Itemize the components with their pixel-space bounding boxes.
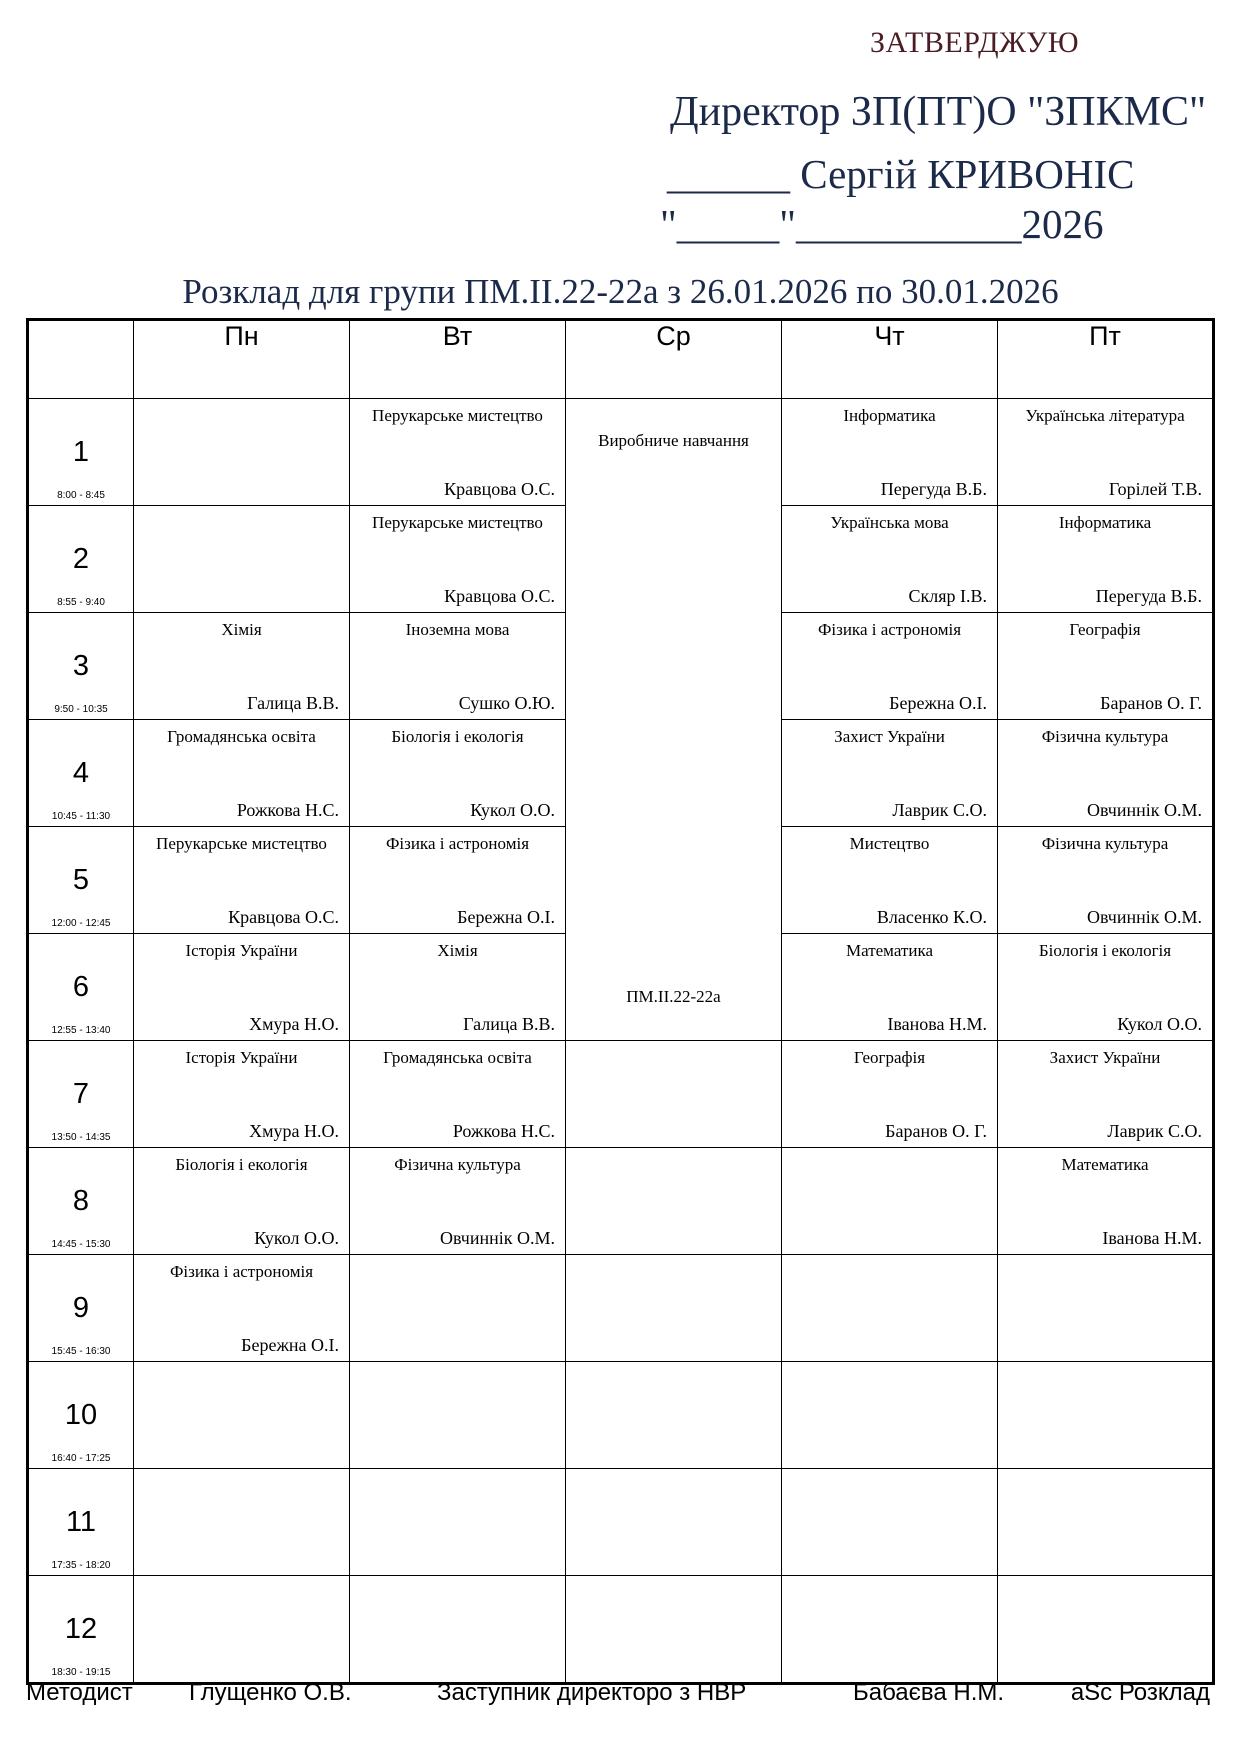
practice-subject: Виробниче навчання — [598, 431, 749, 450]
day-header-fri: Пт — [998, 320, 1214, 399]
software-credit: aSc Розклад — [1070, 1679, 1210, 1706]
slot-number: 11 — [65, 1506, 97, 1538]
lesson-cell — [782, 720, 998, 827]
lesson-cell — [350, 399, 566, 506]
slot-time: 14:45 - 15:30 — [51, 1239, 111, 1250]
lesson-teacher: Кравцова О.С. — [444, 479, 555, 499]
lesson-teacher: Рожкова Н.С. — [452, 1121, 555, 1141]
slot-cell — [28, 399, 134, 506]
lesson-teacher: Овчиннік О.М. — [1086, 800, 1202, 820]
lesson-cell-empty — [998, 1576, 1214, 1684]
slot-time: 13:50 - 14:35 — [51, 1132, 111, 1143]
slot-cell — [28, 1469, 134, 1576]
slot-time: 9:50 - 10:35 — [54, 704, 108, 715]
deputy-name: Бабаєва Н.М. — [853, 1679, 1005, 1706]
slot-time: 17:35 - 18:20 — [51, 1560, 111, 1571]
lesson-cell — [350, 827, 566, 934]
lesson-cell — [998, 720, 1214, 827]
slot-number: 12 — [64, 1613, 98, 1645]
lesson-teacher: Хмура Н.О. — [249, 1014, 339, 1034]
lesson-teacher: Кравцова О.С. — [228, 907, 339, 927]
lesson-row — [28, 399, 1214, 506]
slot-cell — [28, 1255, 134, 1362]
lesson-teacher: Баранов О. Г. — [885, 1121, 987, 1141]
lesson-teacher: Галица В.В. — [247, 693, 339, 713]
lesson-row — [28, 1469, 1214, 1576]
lesson-subject: Іноземна мова — [405, 620, 510, 639]
lesson-cell-empty — [134, 1469, 350, 1576]
lesson-cell — [998, 506, 1214, 613]
lesson-cell — [782, 506, 998, 613]
lesson-cell-empty — [782, 1576, 998, 1684]
lesson-subject: Біологія і екологія — [1038, 941, 1172, 960]
lesson-cell — [998, 399, 1214, 506]
lesson-subject: Фізика і астрономія — [817, 620, 962, 639]
lesson-subject: Мистецтво — [849, 834, 930, 853]
lesson-cell — [782, 613, 998, 720]
schedule-title: Розклад для групи ПМ.ІІ.22-22а з 26.01.2026 по 30.01.2026 — [182, 272, 1059, 311]
lesson-cell — [350, 934, 566, 1041]
lesson-cell-empty — [998, 1255, 1214, 1362]
lesson-teacher: Хмура Н.О. — [249, 1121, 339, 1141]
lesson-subject: Інформатика — [843, 406, 936, 425]
practice-group: ПМ.ІІ.22-22а — [626, 987, 721, 1006]
slot-cell — [28, 1362, 134, 1469]
lesson-cell-empty — [134, 399, 350, 506]
lesson-cell-empty — [782, 1255, 998, 1362]
lesson-teacher: Іванова Н.М. — [1102, 1228, 1202, 1248]
lesson-teacher: Перегуда В.Б. — [880, 479, 987, 499]
lesson-cell-empty — [350, 1255, 566, 1362]
lesson-teacher: Бережна О.І. — [889, 693, 987, 713]
lesson-row — [28, 1576, 1214, 1684]
slot-time: 15:45 - 16:30 — [51, 1346, 111, 1357]
slot-cell — [28, 506, 134, 613]
lesson-teacher: Лаврик С.О. — [1107, 1121, 1202, 1141]
lesson-subject: Фізична культура — [1041, 834, 1169, 853]
lesson-cell — [134, 934, 350, 1041]
lesson-subject: Українська література — [1025, 406, 1185, 425]
lesson-teacher: Овчиннік О.М. — [439, 1228, 555, 1248]
lesson-teacher: Бережна О.І. — [457, 907, 555, 927]
slot-time: 10:45 - 11:30 — [51, 811, 111, 822]
lesson-subject: Історія України — [185, 1048, 298, 1067]
lesson-cell — [350, 613, 566, 720]
lesson-cell-empty — [566, 1041, 782, 1148]
lesson-subject: Перукарське мистецтво — [372, 406, 543, 425]
lesson-row — [28, 1148, 1214, 1255]
slot-cell — [28, 827, 134, 934]
lesson-subject: Фізична культура — [1041, 727, 1169, 746]
lesson-cell — [782, 1041, 998, 1148]
approval-heading: ЗАТВЕРДЖУЮ — [870, 26, 1080, 59]
slot-time: 8:00 - 8:45 — [57, 490, 105, 501]
slot-number: 5 — [72, 864, 90, 896]
footer — [26, 1679, 1212, 1709]
lesson-cell — [782, 934, 998, 1041]
lesson-subject: Математика — [1061, 1155, 1149, 1174]
lesson-teacher: Овчиннік О.М. — [1086, 907, 1202, 927]
lesson-teacher: Іванова Н.М. — [887, 1014, 987, 1034]
slot-number: 4 — [72, 757, 90, 789]
lesson-teacher: Кукол О.О. — [254, 1228, 339, 1248]
slot-cell — [28, 1041, 134, 1148]
lesson-cell-empty — [782, 1469, 998, 1576]
lesson-teacher: Баранов О. Г. — [1100, 693, 1202, 713]
lesson-teacher: Лаврик С.О. — [892, 800, 987, 820]
lesson-subject: Інформатика — [1058, 513, 1152, 532]
day-header-row — [28, 320, 1214, 399]
lesson-cell-empty — [782, 1148, 998, 1255]
lesson-cell — [782, 827, 998, 934]
lesson-cell-empty — [350, 1576, 566, 1684]
lesson-cell — [134, 827, 350, 934]
slot-time: 18:30 - 19:15 — [51, 1667, 111, 1678]
lesson-cell-empty — [566, 1362, 782, 1469]
lesson-subject: Захист України — [1049, 1048, 1161, 1067]
lesson-cell — [134, 720, 350, 827]
lesson-subject: Біологія і екологія — [391, 727, 524, 746]
lesson-cell-empty — [998, 1469, 1214, 1576]
lesson-teacher: Рожкова Н.С. — [236, 800, 339, 820]
lesson-cell — [782, 399, 998, 506]
lesson-teacher: Скляр І.В. — [908, 586, 987, 606]
lesson-teacher: Горілей Т.В. — [1108, 479, 1202, 499]
schedule-table — [26, 318, 1215, 1685]
lesson-cell-empty — [350, 1362, 566, 1469]
lesson-row — [28, 1041, 1214, 1148]
lesson-cell — [998, 1148, 1214, 1255]
slot-cell — [28, 934, 134, 1041]
corner-cell — [28, 320, 134, 399]
lesson-cell — [998, 827, 1214, 934]
slot-time: 12:55 - 13:40 — [51, 1025, 111, 1036]
lesson-cell-empty — [566, 1255, 782, 1362]
lesson-subject: Громадянська освіта — [383, 1048, 532, 1067]
slot-cell — [28, 1576, 134, 1684]
slot-number: 1 — [72, 436, 90, 468]
slot-time: 8:55 - 9:40 — [57, 597, 105, 608]
lesson-subject: Математика — [845, 941, 934, 960]
lesson-cell-empty — [566, 1576, 782, 1684]
lesson-subject: Перукарське мистецтво — [156, 834, 327, 853]
lesson-cell — [350, 720, 566, 827]
lesson-teacher: Кукол О.О. — [1117, 1014, 1202, 1034]
slot-cell — [28, 613, 134, 720]
lesson-subject: Хімія — [221, 620, 262, 639]
slot-cell — [28, 720, 134, 827]
lesson-subject: Перукарське мистецтво — [372, 513, 543, 532]
practice-block — [566, 399, 782, 1041]
lesson-row — [28, 1255, 1214, 1362]
day-header-thu: Чт — [782, 320, 998, 399]
lesson-cell-empty — [566, 1469, 782, 1576]
slot-number: 2 — [72, 543, 90, 575]
lesson-cell — [134, 1255, 350, 1362]
approval-date-line: "_____"___________2026 — [660, 201, 1104, 247]
lesson-cell-empty — [134, 1576, 350, 1684]
day-header-wed: Ср — [566, 320, 782, 399]
slot-number: 9 — [72, 1292, 90, 1324]
lesson-subject: Фізика і астрономія — [385, 834, 530, 853]
methodist-name: Глущенко О.В. — [189, 1679, 352, 1706]
lesson-row — [28, 1362, 1214, 1469]
slot-time: 16:40 - 17:25 — [51, 1453, 111, 1464]
slot-cell — [28, 1148, 134, 1255]
lesson-cell — [350, 1041, 566, 1148]
slot-number: 7 — [72, 1078, 90, 1110]
lesson-cell-empty — [134, 506, 350, 613]
lesson-subject: Фізична культура — [394, 1155, 521, 1174]
director-signature-line: ______ Сергій КРИВОНІС — [667, 151, 1135, 197]
lesson-subject: Захист України — [834, 727, 945, 746]
day-header-tue: Вт — [350, 320, 566, 399]
lesson-subject: Громадянська освіта — [167, 727, 316, 746]
lesson-subject: Географія — [1069, 620, 1141, 639]
slot-number: 10 — [64, 1399, 98, 1431]
lesson-cell — [350, 1148, 566, 1255]
day-header-mon: Пн — [134, 320, 350, 399]
lesson-cell — [998, 613, 1214, 720]
lesson-teacher: Перегуда В.Б. — [1095, 586, 1202, 606]
slot-number: 6 — [72, 971, 90, 1003]
lesson-cell — [998, 934, 1214, 1041]
slot-number: 8 — [72, 1185, 90, 1217]
lesson-cell — [134, 613, 350, 720]
lesson-teacher: Кравцова О.С. — [444, 586, 555, 606]
director-title: Директор ЗП(ПТ)О "ЗПКМС" — [670, 89, 1207, 135]
lesson-cell — [350, 506, 566, 613]
lesson-cell-empty — [350, 1469, 566, 1576]
lesson-teacher: Галица В.В. — [463, 1014, 555, 1034]
lesson-teacher: Власенко К.О. — [876, 907, 987, 927]
lesson-cell-empty — [998, 1362, 1214, 1469]
lesson-subject: Фізика і астрономія — [169, 1262, 314, 1281]
lesson-teacher: Бережна О.І. — [241, 1335, 339, 1355]
slot-number: 3 — [72, 650, 90, 682]
lesson-subject: Географія — [853, 1048, 926, 1067]
lesson-cell-empty — [566, 1148, 782, 1255]
lesson-teacher: Кукол О.О. — [470, 800, 555, 820]
lesson-subject: Хімія — [437, 941, 478, 960]
lesson-cell — [134, 1041, 350, 1148]
lesson-cell — [134, 1148, 350, 1255]
lesson-subject: Українська мова — [830, 513, 949, 532]
lesson-subject: Біологія і екологія — [175, 1155, 308, 1174]
deputy-label: Заступник директоро з НВР — [437, 1679, 747, 1706]
methodist-label: Методист — [26, 1679, 133, 1706]
lesson-cell — [998, 1041, 1214, 1148]
lesson-teacher: Сушко О.Ю. — [458, 693, 555, 713]
lesson-cell-empty — [782, 1362, 998, 1469]
slot-time: 12:00 - 12:45 — [51, 918, 111, 929]
lesson-cell-empty — [134, 1362, 350, 1469]
lesson-subject: Історія України — [185, 941, 298, 960]
